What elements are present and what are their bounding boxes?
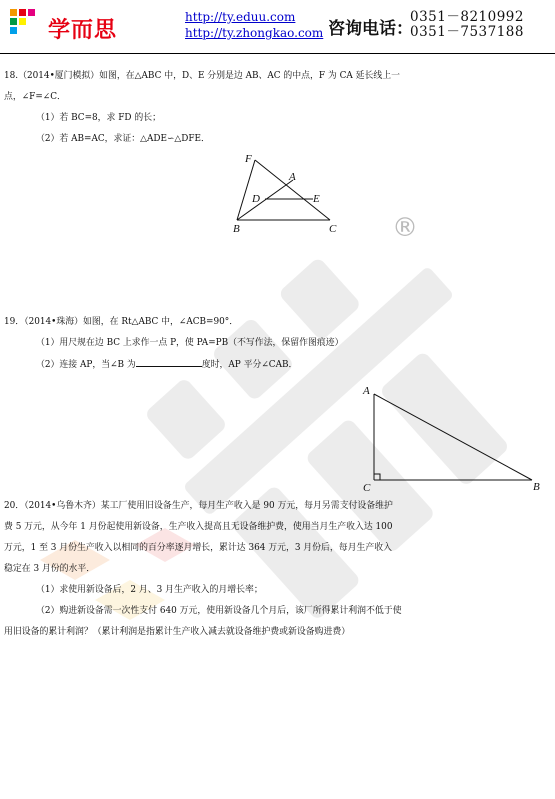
q19-part1: （1）用尺规在边 BC 上求作一点 P，使 PA=PB（不写作法，保留作图痕迹） bbox=[36, 338, 344, 348]
q18-label-E: E bbox=[313, 193, 320, 205]
company-logo bbox=[8, 6, 148, 46]
phone-number-2: 0351－7537188 bbox=[410, 24, 524, 40]
q20-line1: 20．（2014•乌鲁木齐）某工厂使用旧设备生产，每月生产收入是 90 万元，每月另需支付设备维护 bbox=[4, 501, 393, 511]
q19-answer-blank[interactable] bbox=[136, 354, 202, 367]
question-18 bbox=[0, 66, 555, 150]
q18-part2: （2）若 AB=AC，求证：△ADE∽△DFE． bbox=[36, 134, 210, 144]
hotline-label: 咨询电话： bbox=[328, 19, 413, 39]
q19-line1: 19．（2014•珠海）如图，在 Rt△ABC 中，∠ACB=90°． bbox=[4, 317, 239, 327]
q18-label-A: A bbox=[289, 171, 296, 183]
q18-label-D: D bbox=[252, 193, 260, 205]
q20-part1: （1）求使用新设备后，2 月、3 月生产收入的月增长率； bbox=[36, 585, 263, 595]
q19-right-triangle-figure bbox=[360, 384, 545, 494]
phone-number-1: 0351－8210992 bbox=[410, 9, 524, 25]
question-19 bbox=[0, 312, 555, 376]
question-20 bbox=[0, 496, 555, 643]
q18-line1: 18.（2014•厦门模拟）如图，在△ABC 中，D、E 分别是边 AB、AC 的中点，F 为 CA 延长线上一 bbox=[4, 71, 400, 81]
website-link-eduu[interactable]: http://ty.eduu.com bbox=[185, 10, 296, 24]
header-divider bbox=[0, 53, 555, 54]
q18-line2: 点，∠F=∠C． bbox=[4, 92, 66, 102]
q19-label-A: A bbox=[363, 385, 370, 397]
q18-part1: （1）若 BC=8，求 FD 的长； bbox=[36, 113, 161, 123]
q20-line4: 稳定在 3 月份的水平． bbox=[4, 564, 96, 574]
q20-line3: 万元，1 至 3 月份生产收入以相同的百分率逐月增长，累计达 364 万元，3 月份后，每月生产收入 bbox=[4, 543, 393, 553]
q18-label-F: F bbox=[245, 153, 252, 165]
q19-part2-suffix: 度时，AP 平分∠CAB． bbox=[201, 360, 298, 370]
q18-label-C: C bbox=[329, 223, 337, 235]
q20-part2-line1: （2）购进新设备需一次性支付 640 万元，使用新设备几个月后，该厂所得累计利润不低于使 bbox=[36, 606, 402, 616]
logo-text: 学而思 bbox=[48, 18, 118, 43]
hotline-numbers bbox=[410, 10, 524, 40]
registered-mark: ® bbox=[392, 213, 418, 243]
q19-part2-prefix: （2）连接 AP，当∠B 为 bbox=[36, 360, 136, 370]
q18-triangle-figure bbox=[225, 150, 355, 235]
q19-part2 bbox=[0, 354, 555, 376]
q20-part2-line2: 用旧设备的累计利润？（累计利润是指累计生产收入减去就设备维护费或新设备购进费） bbox=[4, 627, 351, 637]
page-header bbox=[0, 0, 555, 56]
q19-label-B: B bbox=[533, 481, 540, 493]
q19-label-C: C bbox=[363, 482, 371, 494]
website-links bbox=[185, 9, 323, 41]
logo-mark-icon bbox=[8, 6, 42, 38]
q18-label-B: B bbox=[233, 223, 240, 235]
q20-line2: 费 5 万元，从今年 1 月份起使用新设备，生产收入提高且无设备维护费，使用当月生产收入达 100 bbox=[4, 522, 393, 532]
website-link-zhongkao[interactable]: http://ty.zhongkao.com bbox=[185, 26, 324, 40]
